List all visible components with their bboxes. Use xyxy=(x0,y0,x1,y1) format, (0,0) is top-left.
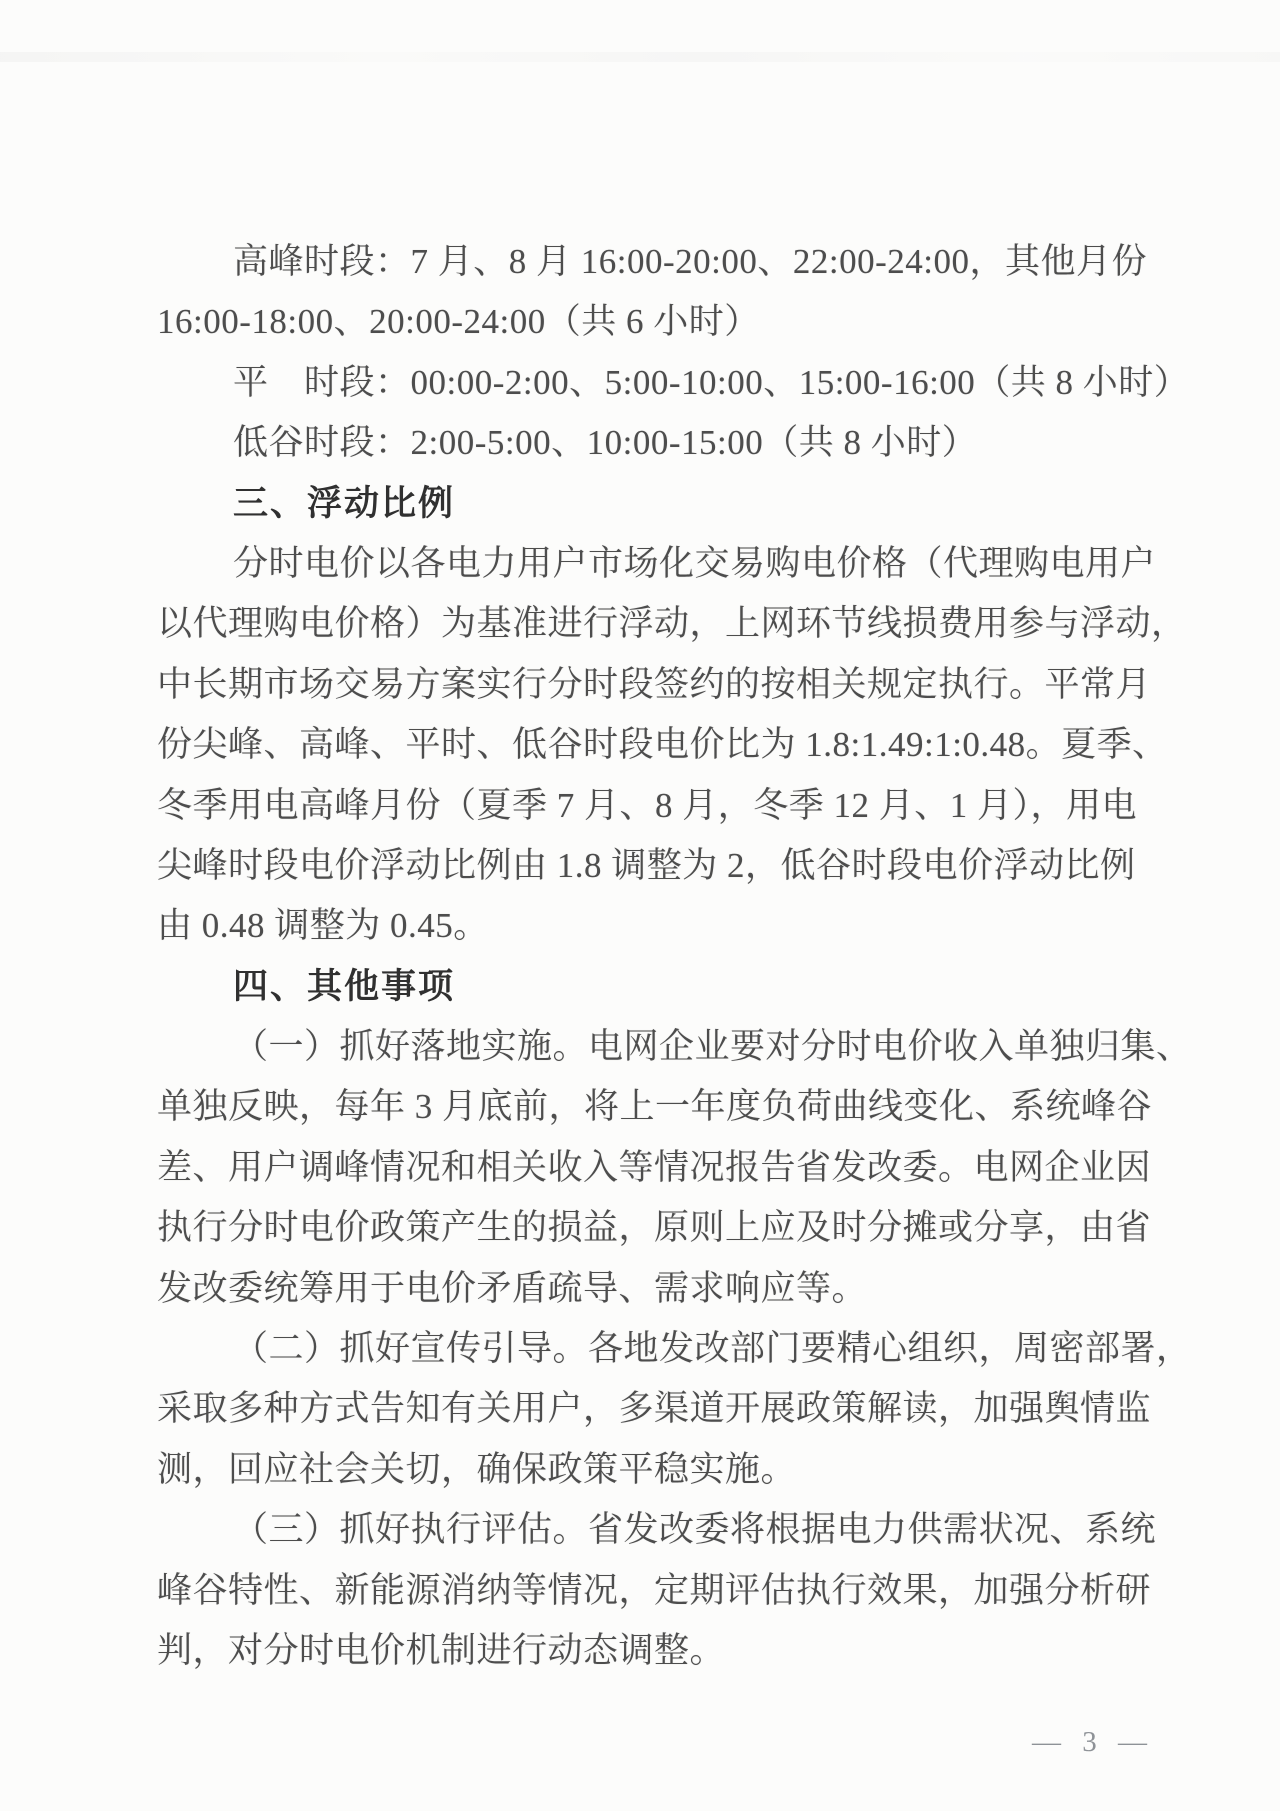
doc-line-item-3: （三）抓好执行评估。省发改委将根据电力供需状况、系统 xyxy=(233,1510,1157,1550)
doc-line-item-1: （一）抓好落地实施。电网企业要对分时电价收入单独归集、 xyxy=(233,1027,1192,1067)
page-number: — 3 — xyxy=(1032,1726,1154,1758)
doc-line-flat-period: 平 时段：00:00-2:00、5:00-10:00、15:00-16:00（共 8 小时） xyxy=(233,362,1190,402)
doc-line-peak-period-2: 16:00-18:00、20:00-24:00（共 6 小时） xyxy=(157,302,760,342)
doc-line: 采取多种方式告知有关用户，多渠道开展政策解读，加强舆情监 xyxy=(157,1389,1152,1429)
document-body xyxy=(157,232,1192,1681)
doc-line: 单独反映，每年 3 月底前，将上一年度负荷曲线变化、系统峰谷 xyxy=(157,1087,1153,1127)
doc-line-peak-period: 高峰时段：7 月、8 月 16:00-20:00、22:00-24:00，其他月份 xyxy=(233,242,1147,281)
doc-line-valley-period: 低谷时段：2:00-5:00、10:00-15:00（共 8 小时） xyxy=(233,423,978,463)
doc-line: 执行分时电价政策产生的损益，原则上应及时分摊或分享，由省 xyxy=(157,1208,1152,1248)
doc-line: 冬季用电高峰月份（夏季 7 月、8 月，冬季 12 月、1 月），用电 xyxy=(157,785,1138,825)
doc-line: 由 0.48 调整为 0.45。 xyxy=(157,906,489,946)
doc-line: 中长期市场交易方案实行分时段签约的按相关规定执行。平常月 xyxy=(157,664,1152,704)
doc-line: 尖峰时段电价浮动比例由 1.8 调整为 2，低谷时段电价浮动比例 xyxy=(157,845,1136,885)
doc-line: 判，对分时电价机制进行动态调整。 xyxy=(157,1630,726,1670)
doc-line: 测，回应社会关切，确保政策平稳实施。 xyxy=(157,1449,797,1489)
doc-line: 分时电价以各电力用户市场化交易购电价格（代理购电用户 xyxy=(233,543,1157,583)
doc-line: 份尖峰、高峰、平时、低谷时段电价比为 1.8:1.49:1:0.48。夏季、 xyxy=(157,725,1168,765)
doc-line: 发改委统筹用于电价矛盾疏导、需求响应等。 xyxy=(157,1268,868,1308)
section-heading-other-matters: 四、其他事项 xyxy=(233,966,456,1006)
scan-noise-band xyxy=(0,52,1280,62)
doc-line: 峰谷特性、新能源消纳等情况，定期评估执行效果，加强分析研 xyxy=(157,1570,1152,1610)
doc-line: 以代理购电价格）为基准进行浮动，上网环节线损费用参与浮动， xyxy=(157,604,1187,644)
doc-line: 差、用户调峰情况和相关收入等情况报告省发改委。电网企业因 xyxy=(157,1147,1152,1187)
doc-line-item-2: （二）抓好宣传引导。各地发改部门要精心组织，周密部署， xyxy=(233,1329,1192,1369)
section-heading-float-ratio: 三、浮动比例 xyxy=(233,483,456,523)
